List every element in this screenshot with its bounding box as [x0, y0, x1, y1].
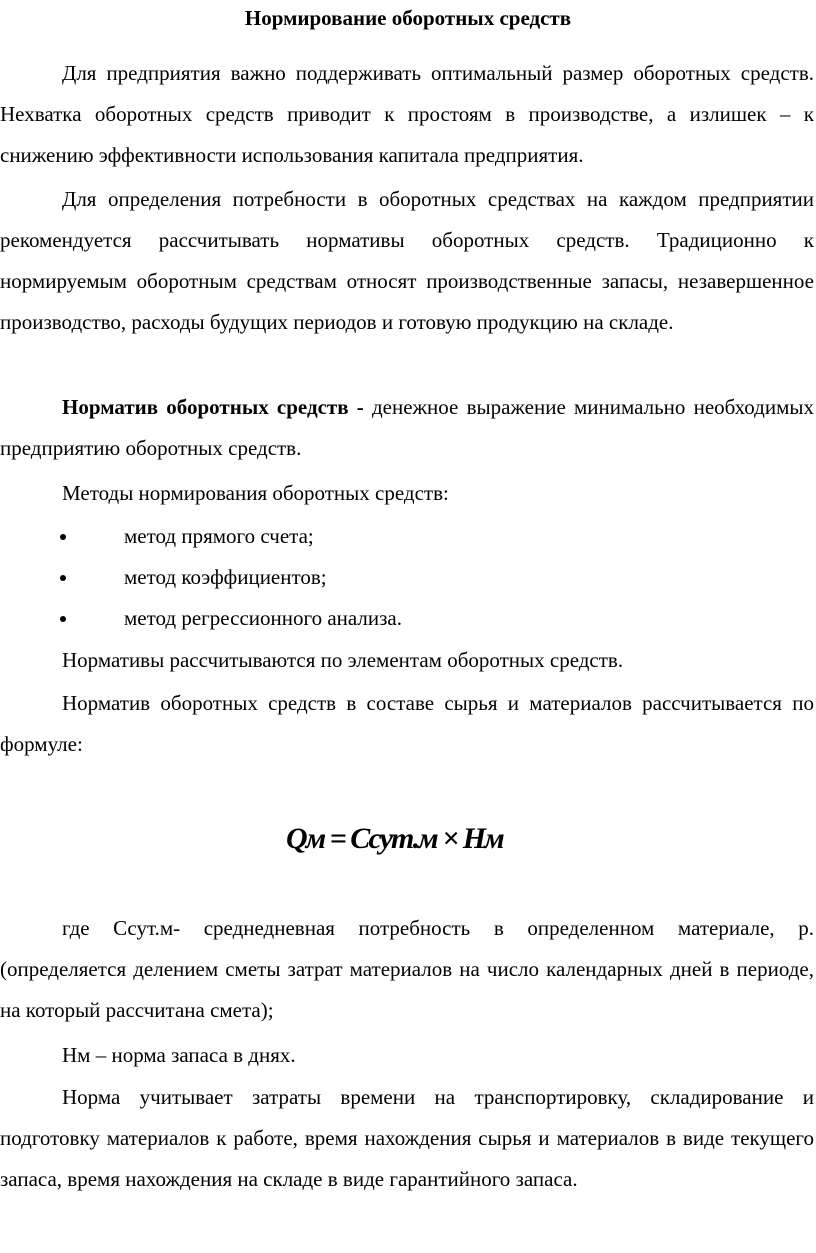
list-item: метод коэффициентов;: [0, 557, 814, 598]
formula-text: Qм = Ссут.м × Нм: [286, 822, 503, 855]
paragraph-elements: Нормативы рассчитываются по элементам оборотных средств.: [62, 648, 624, 672]
bullet-icon: [60, 534, 66, 540]
paragraph-needs: Для определения потребности в оборотных средствах на каждом предприятии рекомендуется рассчитывать нормативы оборотных средств. Традиционно к нормируемым оборотным средствам относят производственные запасы, незавершенное производство, расходы будущих периодов и готовую продукцию на складе.: [0, 187, 814, 334]
list-item: метод регрессионного анализа.: [0, 598, 814, 639]
methods-intro: Методы нормирования оборотных средств:: [62, 481, 449, 505]
methods-list: [0, 516, 814, 639]
paragraph-norm-details: Норма учитывает затраты времени на транспортировку, складирование и подготовку материалов к работе, время нахождения сырья и материалов в виде текущего запаса, время нахождения на складе в виде гарантийного запаса.: [0, 1085, 814, 1191]
bullet-icon: [60, 616, 66, 622]
paragraph-norm: Нм – норма запаса в днях.: [62, 1043, 296, 1067]
paragraph-intro: Для предприятия важно поддерживать оптимальный размер оборотных средств. Нехватка оборотных средств приводит к простоям в производстве, а излишек – к снижению эффективности использования капитала предприятия.: [0, 61, 814, 167]
bullet-icon: [60, 575, 66, 581]
definition-term: Норматив оборотных средств -: [62, 395, 364, 419]
formula-image: [286, 816, 536, 860]
definition-text: денежное выражение минимально необходимых предприятию оборотных средств.: [0, 395, 814, 460]
paragraph-definition: [0, 387, 814, 469]
document-title: Нормирование оборотных средств: [244, 6, 572, 30]
paragraph-where: где Ссут.м- среднедневная потребность в определенном материале, р. (определяется делением сметы затрат материалов на число календарных дней в периоде, на который рассчитана смета);: [0, 916, 814, 1022]
paragraph-formula-intro: Норматив оборотных средств в составе сырья и материалов рассчитывается по формуле:: [0, 691, 814, 756]
list-item: метод прямого счета;: [0, 516, 814, 557]
formula: [286, 816, 536, 860]
